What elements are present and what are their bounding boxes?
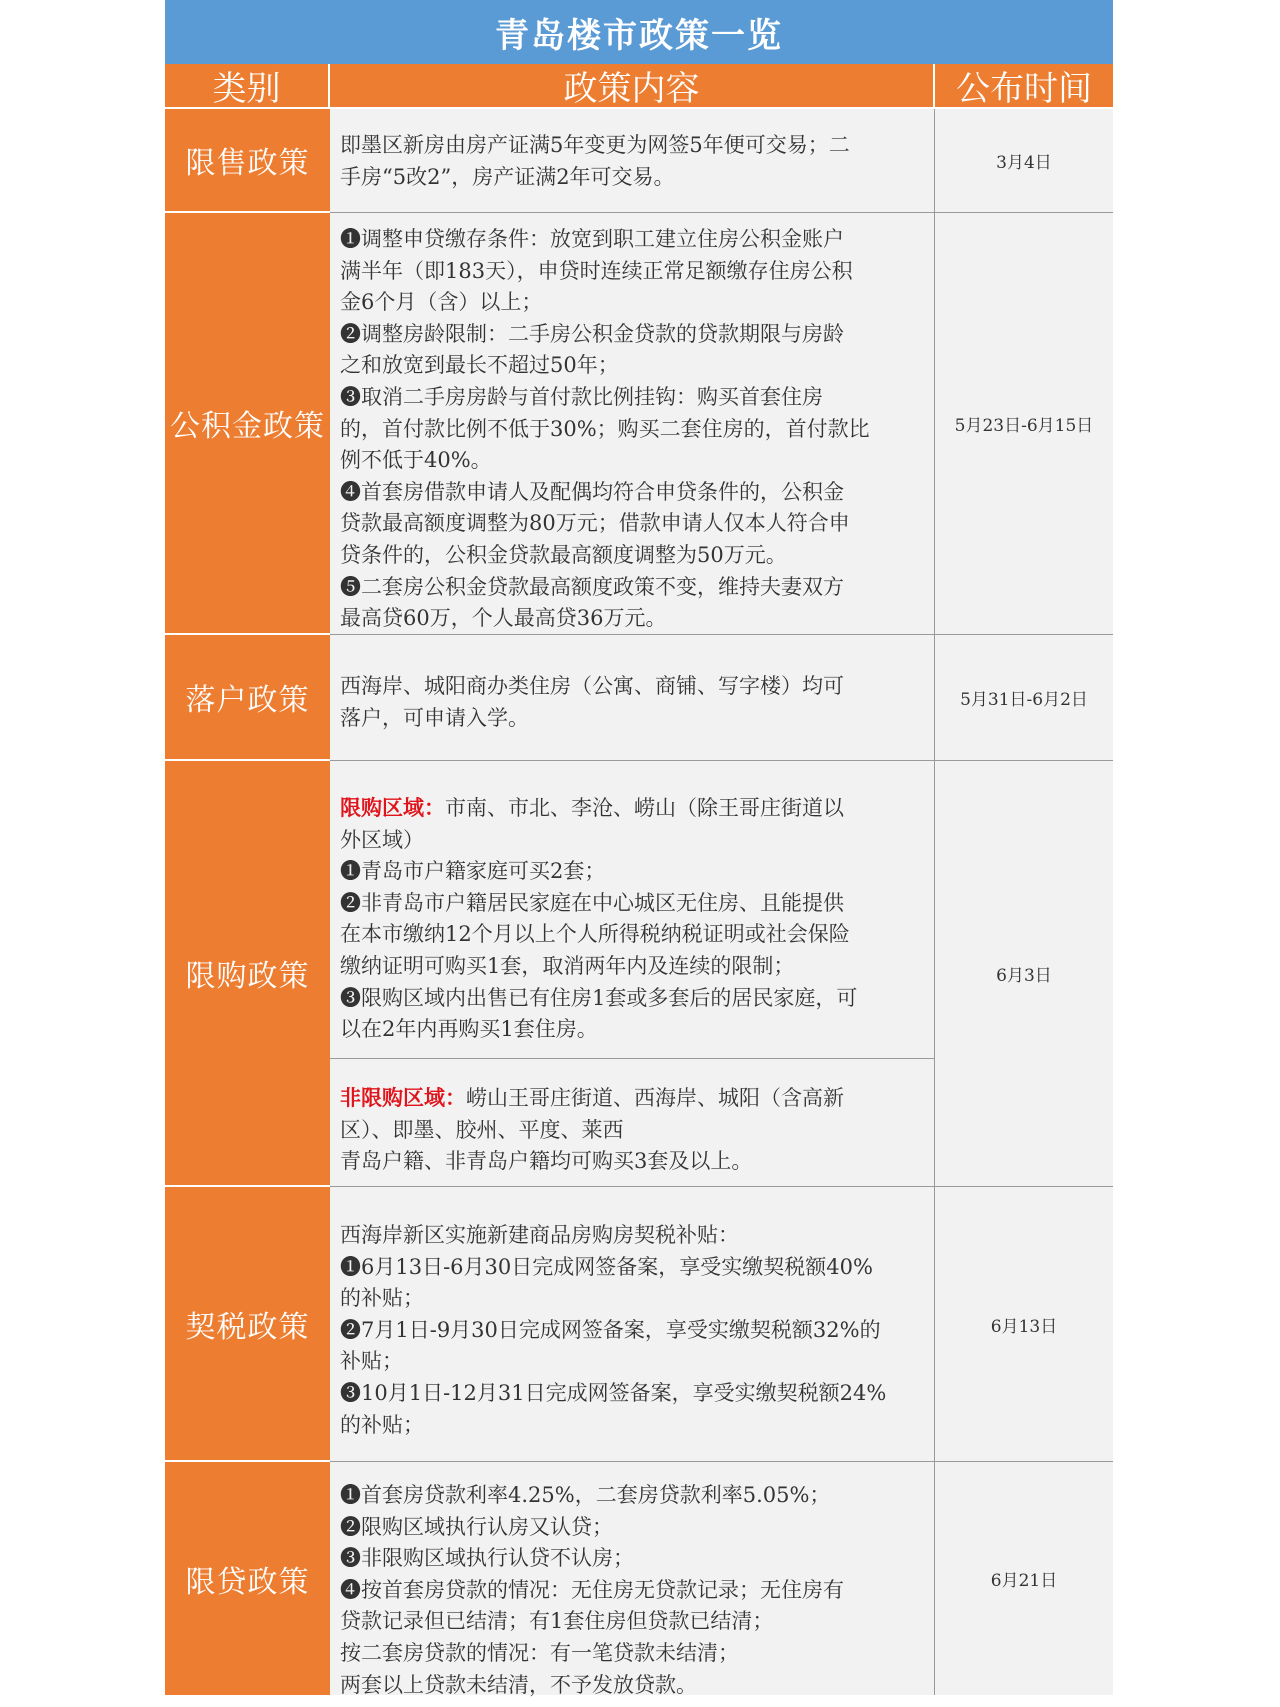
content-line: ❶调整申贷缴存条件：放宽到职工建立住房公积金账户: [340, 227, 844, 251]
content-line: 贷条件的，公积金贷款最高额度调整为50万元。: [340, 542, 787, 567]
content-line: ❷限购区域执行认房又认贷；: [340, 1514, 613, 1539]
content-line: 青岛户籍、非青岛户籍均可购买3套及以上。: [340, 1149, 753, 1174]
content-line: 两套以上贷款未结清，不予发放贷款。: [340, 1672, 697, 1697]
content-border: [330, 1187, 935, 1462]
content-line: ❶6月13日-6月30日完成网签备案，享受实缴契税额40%: [340, 1254, 873, 1279]
content-line: 之和放宽到最长不超过50年；: [340, 353, 619, 378]
date-cell: 5月31日-6月2日: [935, 635, 1113, 761]
content-line: 外区域）: [340, 827, 424, 852]
header-date: 公布时间: [935, 64, 1113, 109]
content-line: ❶青岛市户籍家庭可买2套；: [340, 859, 606, 884]
content-border: [330, 1059, 935, 1187]
content-line: ❹首套房借款申请人及配偶均符合申贷条件的，公积金: [340, 479, 844, 504]
category-cell: 限购政策: [165, 761, 330, 1187]
content-border: [330, 213, 935, 635]
content-line: 区）、即墨、胶州、平度、莱西: [340, 1117, 624, 1142]
date-cell: 6月13日: [935, 1187, 1113, 1462]
content-border: [330, 761, 935, 1059]
content-line: ❸取消二手房房龄与首付款比例挂钩：购买首套住房: [340, 384, 823, 409]
content-line: 例不低于40%。: [340, 448, 492, 473]
content-line: ❸非限购区域执行认贷不认房；: [340, 1546, 634, 1571]
unrestricted-area-label: 非限购区域：: [340, 1085, 466, 1110]
content-line: ❸10月1日-12月31日完成网签备案，享受实缴契税额24%: [340, 1380, 887, 1405]
content-line: 的补贴；: [340, 1286, 424, 1311]
content-line: ❶首套房贷款利率4.25%，二套房贷款利率5.05%；: [340, 1483, 831, 1507]
content-border: [330, 109, 935, 213]
content-line: 的，首付款比例不低于30%；购买二套住房的，首付款比: [340, 416, 870, 441]
content-line: ❸限购区域内出售已有住房1套或多套后的居民家庭，可: [340, 985, 858, 1010]
restricted-area-label: 限购区域：: [340, 795, 445, 820]
content-line: 以在2年内再购买1套住房。: [340, 1017, 598, 1042]
content-line: ❷7月1日-9月30日完成网签备案，享受实缴契税额32%的: [340, 1317, 881, 1342]
content-line: 在本市缴纳12个月以上个人所得税纳税证明或社会保险: [340, 922, 850, 947]
content-line: 贷款最高额度调整为80万元；借款申请人仅本人符合申: [340, 511, 850, 536]
content-line: ❷非青岛市户籍居民家庭在中心城区无住房、且能提供: [340, 890, 844, 915]
content-line: 缴纳证明可购买1套，取消两年内及连续的限制；: [340, 953, 795, 978]
content-line: 补贴；: [340, 1349, 403, 1374]
policy-sheet: [165, 0, 1113, 1695]
content-line: ❷调整房龄限制：二手房公积金贷款的贷款期限与房龄: [340, 321, 844, 346]
content-line: 金6个月（含）以上；: [340, 290, 543, 315]
content-line: 按二套房贷款的情况：有一笔贷款未结清；: [340, 1640, 739, 1665]
content-border: [330, 1462, 935, 1695]
content-line: 贷款记录但已结清；有1套住房但贷款已结清；: [340, 1609, 774, 1634]
date-cell: 3月4日: [935, 109, 1113, 213]
category-cell: 限贷政策: [165, 1462, 330, 1695]
category-cell: 公积金政策: [165, 213, 330, 635]
content-border: [330, 635, 935, 761]
content-line: 即墨区新房由房产证满5年变更为网签5年便可交易；二: [340, 133, 850, 157]
category-cell: 契税政策: [165, 1187, 330, 1462]
category-cell: 限售政策: [165, 109, 330, 213]
content-line: 满半年（即183天），申贷时连续正常足额缴存住房公积: [340, 258, 853, 283]
content-line: 的补贴；: [340, 1412, 424, 1437]
content-line: ❺二套房公积金贷款最高额度政策不变，维持夫妻双方: [340, 574, 844, 599]
content-line: 落户，可申请入学。: [340, 705, 529, 730]
content-text: 市南、市北、李沧、崂山（除王哥庄街道以: [445, 796, 844, 820]
content-line: 西海岸、城阳商办类住房（公寓、商铺、写字楼）均可: [340, 674, 844, 698]
content-text: 崂山王哥庄街道、西海岸、城阳（含高新: [466, 1086, 844, 1110]
category-cell: 落户政策: [165, 635, 330, 761]
date-cell: 5月23日-6月15日: [935, 213, 1113, 635]
content-line: 西海岸新区实施新建商品房购房契税补贴：: [340, 1223, 739, 1247]
header-content: 政策内容: [330, 64, 935, 109]
content-line: ❹按首套房贷款的情况：无住房无贷款记录；无住房有: [340, 1577, 844, 1602]
date-cell: 6月21日: [935, 1462, 1113, 1695]
header-category: 类别: [165, 64, 330, 109]
sheet-title: 青岛楼市政策一览: [165, 0, 1113, 64]
content-line: 手房“5改2”，房产证满2年可交易。: [340, 164, 675, 189]
content-line: 最高贷60万，个人最高贷36万元。: [340, 606, 667, 631]
date-cell: 6月3日: [935, 761, 1113, 1187]
